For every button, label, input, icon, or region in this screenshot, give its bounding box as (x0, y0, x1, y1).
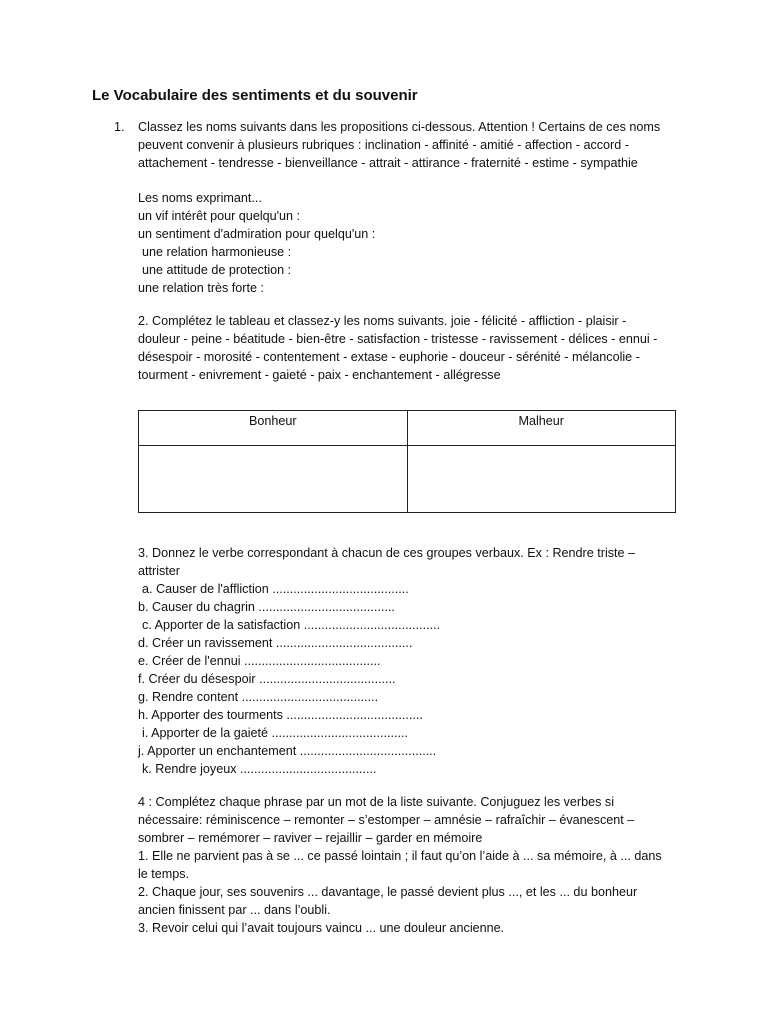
exercise-item: k. Rendre joyeux ....................................... (142, 762, 377, 776)
exercise-item: 1. Elle ne parvient pas à se ... ce passé lointain ; il faut qu’on l’aide à ... sa mémoire, à ... dans (138, 849, 662, 863)
exercise-item: e. Créer de l'ennui ....................................... (138, 654, 381, 668)
table-cell-bonheur[interactable] (139, 446, 408, 513)
exercise-item: d. Créer un ravissement ....................................... (138, 636, 413, 650)
exercise-item: b. Causer du chagrin ....................................... (138, 600, 395, 614)
question-4-line: 4 : Complétez chaque phrase par un mot de la liste suivante. Conjuguez les verbes si (138, 795, 615, 809)
exercise-item: f. Créer du désespoir ....................................... (138, 672, 396, 686)
table-cell-malheur[interactable] (407, 446, 676, 513)
question-4-line: nécessaire: réminiscence – remonter – s’estomper – amnésie – rafraîchir – évanescent – (138, 813, 635, 827)
question-2-line: 2. Complétez le tableau et classez-y les noms suivants. joie - félicité - affliction - plaisir - (138, 314, 627, 328)
question-2-line: douleur - peine - béatitude - bien-être - satisfaction - tristesse - ravissement - délices - ennui - (138, 332, 658, 346)
question-1-line: Classez les noms suivants dans les propositions ci-dessous. Attention ! Certains de ces noms (138, 120, 661, 134)
exercise-item: h. Apporter des tourments ....................................... (138, 708, 423, 722)
prompt-line: un sentiment d'admiration pour quelqu'un : (138, 227, 376, 241)
question-1 (114, 118, 686, 172)
exercise-item: ancien finissent par ... dans l’oubli. (138, 903, 331, 917)
question-2-line: désespoir - morosité - contentement - extase - euphorie - douceur - sérénité - mélancolie - (138, 350, 640, 364)
prompt-line: une relation très forte : (138, 281, 265, 295)
question-3 (138, 544, 686, 778)
prompt-line: une attitude de protection : (142, 263, 292, 277)
exercise-item: le temps. (138, 867, 190, 881)
classification-table (138, 410, 676, 513)
exercise-item: a. Causer de l'affliction ....................................... (142, 582, 409, 596)
table-row (139, 446, 676, 513)
question-4 (138, 793, 686, 937)
table-header-row (139, 411, 676, 446)
exercise-item: c. Apporter de la satisfaction ....................................... (142, 618, 441, 632)
question-2-line: tourment - enivrement - gaieté - paix - enchantement - allégresse (138, 368, 501, 382)
prompt-line: une relation harmonieuse : (142, 245, 292, 259)
question-3-line: attrister (138, 564, 180, 578)
exercise-item: g. Rendre content ....................................... (138, 690, 379, 704)
table-header-bonheur: Bonheur (139, 411, 408, 446)
exercise-item: j. Apporter un enchantement ....................................... (138, 744, 437, 758)
page-title: Le Vocabulaire des sentiments et du souvenir (92, 87, 418, 104)
question-1-line: attachement - tendresse - bienveillance - attrait - attirance - fraternité - estime - sympathie (138, 156, 638, 170)
question-4-line: sombrer – remémorer – raviver – rejaillir – garder en mémoire (138, 831, 483, 845)
question-1-prompts (138, 189, 686, 297)
prompt-line: un vif intérêt pour quelqu'un : (138, 209, 301, 223)
question-1-number: 1. (114, 120, 125, 134)
exercise-item: 3. Revoir celui qui l’avait toujours vaincu ... une douleur ancienne. (138, 921, 505, 935)
exercise-item: 2. Chaque jour, ses souvenirs ... davantage, le passé devient plus ..., et les ... du bonheur (138, 885, 638, 899)
table-header-malheur: Malheur (407, 411, 676, 446)
question-2 (138, 312, 686, 384)
question-1-line: peuvent convenir à plusieurs rubriques : inclination - affinité - amitié - affection - accord - (138, 138, 629, 152)
prompt-line: Les noms exprimant... (138, 191, 262, 205)
question-3-line: 3. Donnez le verbe correspondant à chacun de ces groupes verbaux. Ex : Rendre triste – (138, 546, 636, 560)
exercise-item: i. Apporter de la gaieté ....................................... (142, 726, 408, 740)
